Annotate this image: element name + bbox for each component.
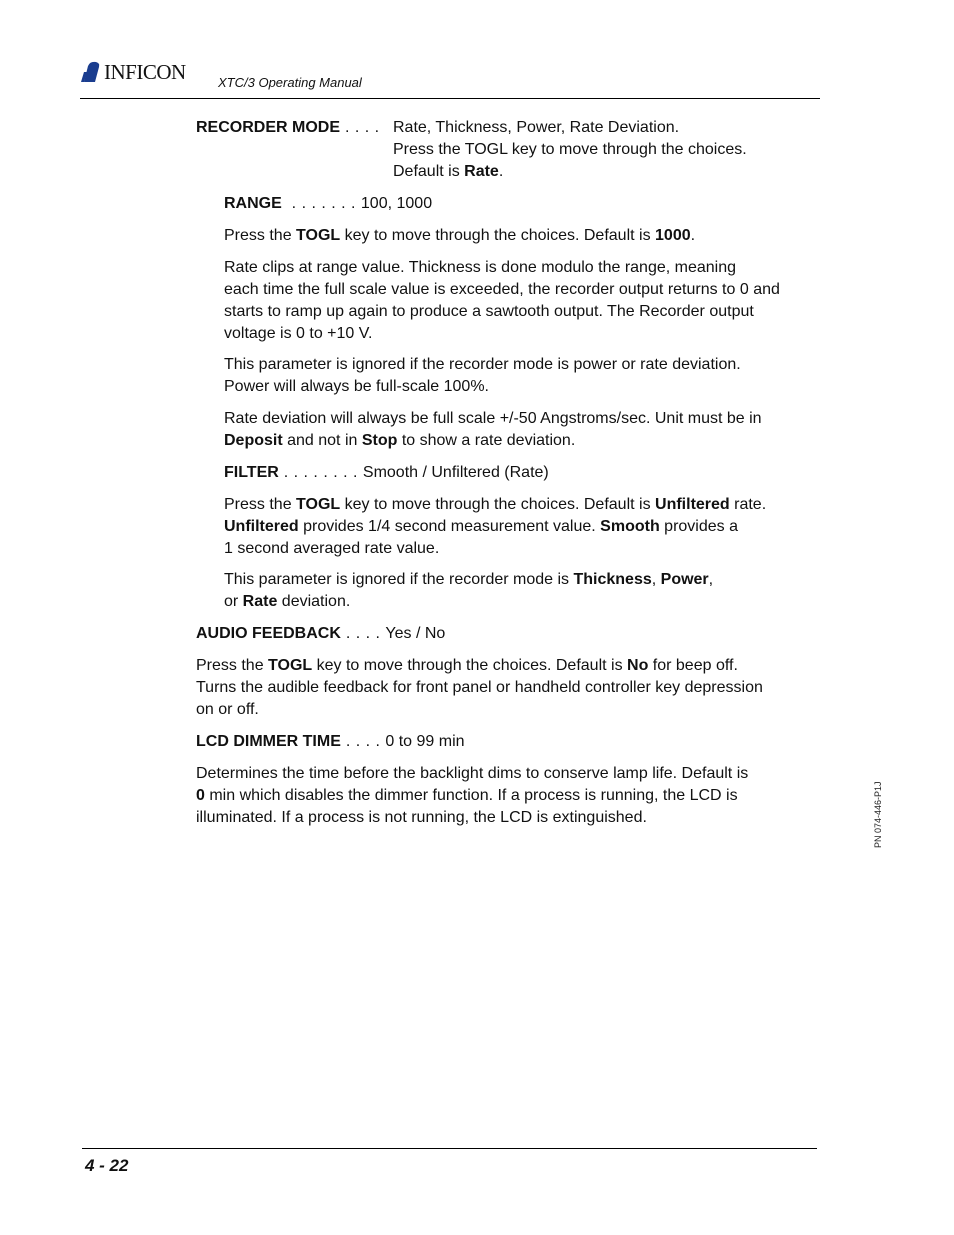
lcd-dimmer-paragraph — [196, 763, 748, 829]
lcd-dimmer-value: 0 to 99 min — [385, 733, 465, 750]
text: provides 1/4 second measurement value. — [298, 518, 601, 535]
deposit-term: Deposit — [224, 432, 283, 449]
default-value: No — [627, 657, 649, 674]
text: , — [708, 571, 714, 588]
text-line: starts to ramp up again to produce a sawtooth output. The Recorder output — [224, 303, 754, 320]
filter-dots: . . . . . . . . — [278, 464, 363, 481]
text-line — [196, 655, 763, 677]
default-value: Unfiltered — [655, 496, 730, 513]
text-line: 1 second averaged rate value. — [224, 540, 440, 557]
recorder-mode-values — [393, 117, 747, 183]
text-line — [224, 494, 766, 516]
text-line: Power will always be full-scale 100%. — [224, 378, 489, 395]
text-line — [196, 785, 748, 807]
range-paragraph-1 — [224, 225, 695, 247]
range-paragraph-3 — [224, 354, 741, 398]
stop-term: Stop — [361, 432, 398, 449]
text-line — [224, 569, 713, 591]
togl-key: TOGL — [296, 227, 341, 244]
default-value: 1000 — [655, 227, 691, 244]
text-line: Turns the audible feedback for front panel or handheld controller key depression — [196, 679, 763, 696]
logo-wordmark: INFICON — [104, 59, 186, 84]
rate-term: Rate — [242, 593, 278, 610]
text: . — [690, 227, 696, 244]
audio-feedback-value: Yes / No — [385, 625, 446, 642]
recorder-mode-label: RECORDER MODE — [196, 119, 341, 136]
range-dots: . . . . . . . — [281, 195, 361, 212]
part-number: PN 074-446-P1J — [873, 781, 883, 848]
text: key to move through the choices. Default is — [340, 227, 656, 244]
text: key to move through the choices. Default is — [340, 496, 656, 513]
thickness-term: Thickness — [573, 571, 652, 588]
text: . — [498, 163, 504, 180]
lcd-dimmer-label: LCD DIMMER TIME — [196, 733, 341, 750]
lcd-dimmer-row — [196, 731, 465, 753]
page-number: 4 - 22 — [85, 1156, 129, 1175]
text: or — [224, 593, 243, 610]
text: rate. — [729, 496, 767, 513]
range-label: RANGE — [224, 195, 282, 212]
text-line: Determines the time before the backlight dims to conserve lamp life. Default is — [196, 765, 749, 782]
recorder-mode-row — [196, 117, 385, 139]
default-value: 0 — [196, 787, 205, 804]
text: Press the — [224, 496, 297, 513]
filter-paragraph-2 — [224, 569, 713, 613]
filter-row — [224, 462, 549, 484]
text-line — [224, 516, 766, 538]
text-line: voltage is 0 to +10 V. — [224, 325, 373, 342]
lcd-dimmer-dots: . . . . — [340, 733, 386, 750]
text-line: each time the full scale value is exceeded, the recorder output returns to 0 and — [224, 281, 780, 298]
text: , — [651, 571, 661, 588]
text: for beep off. — [648, 657, 738, 674]
inficon-logo-icon — [80, 60, 102, 84]
text-line — [224, 430, 762, 452]
audio-feedback-paragraph — [196, 655, 763, 721]
text-line: illuminated. If a process is not running, the LCD is extinguished. — [196, 809, 647, 826]
text: to show a rate deviation. — [397, 432, 576, 449]
text: This parameter is ignored if the recorder mode is — [224, 571, 574, 588]
range-value: 100, 1000 — [360, 195, 433, 212]
unfiltered-term: Unfiltered — [224, 518, 299, 535]
filter-paragraph-1 — [224, 494, 766, 560]
text: Default is — [393, 163, 465, 180]
togl-key: TOGL — [268, 657, 313, 674]
text: provides a — [659, 518, 738, 535]
range-row — [224, 193, 432, 215]
range-paragraph-2 — [224, 257, 780, 345]
audio-feedback-dots: . . . . — [340, 625, 386, 642]
recorder-mode-line2: Press the TOGL key to move through the choices. — [393, 141, 747, 158]
text: deviation. — [277, 593, 351, 610]
footer-rule — [82, 1148, 817, 1149]
text: Press the — [196, 657, 269, 674]
filter-label: FILTER — [224, 464, 279, 481]
text-line: This parameter is ignored if the recorder mode is power or rate deviation. — [224, 356, 741, 373]
default-rate: Rate — [464, 163, 499, 180]
audio-feedback-row — [196, 623, 445, 645]
audio-feedback-label: AUDIO FEEDBACK — [196, 625, 341, 642]
text: Press the — [224, 227, 297, 244]
togl-key: TOGL — [296, 496, 341, 513]
range-paragraph-4 — [224, 408, 762, 452]
power-term: Power — [660, 571, 709, 588]
text: min which disables the dimmer function. If a process is running, the LCD is — [204, 787, 738, 804]
recorder-mode-line3 — [393, 161, 747, 183]
manual-title: XTC/3 Operating Manual — [218, 75, 362, 90]
text-line: Rate clips at range value. Thickness is done modulo the range, meaning — [224, 259, 737, 276]
text-line — [224, 591, 713, 613]
recorder-mode-value: Rate, Thickness, Power, Rate Deviation. — [393, 119, 680, 136]
recorder-mode-dots: . . . . — [340, 119, 385, 136]
text-line: on or off. — [196, 701, 259, 718]
inficon-logo — [80, 59, 186, 85]
text: and not in — [282, 432, 362, 449]
filter-value: Smooth / Unfiltered (Rate) — [362, 464, 549, 481]
smooth-term: Smooth — [600, 518, 660, 535]
header-rule — [80, 98, 820, 99]
text-line: Rate deviation will always be full scale +/-50 Angstroms/sec. Unit must be in — [224, 410, 762, 427]
text: key to move through the choices. Default is — [312, 657, 628, 674]
